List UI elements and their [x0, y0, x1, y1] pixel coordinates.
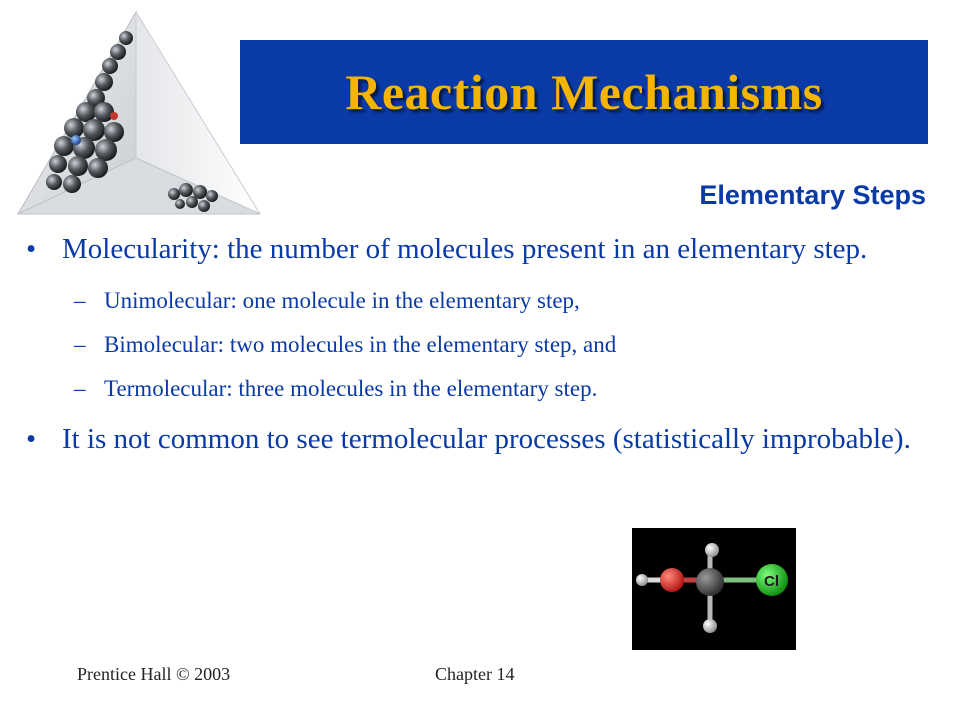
footer-copyright: Prentice Hall © 2003 [77, 664, 231, 684]
sub-bullet-text: Bimolecular: two molecules in the elementary step, and [104, 331, 617, 357]
bullet-item [26, 422, 926, 457]
sub-bullet-item [74, 287, 926, 315]
hydrogen-atom [636, 574, 648, 586]
slide-subtitle: Elementary Steps [699, 180, 926, 210]
footer-chapter: Chapter 14 [435, 664, 515, 684]
hydrogen-atom [703, 619, 717, 633]
sub-bullet-item [74, 375, 926, 403]
molecule-image [632, 528, 796, 650]
pyramid-molecule-graphic [14, 8, 264, 220]
slide-content [26, 232, 926, 458]
molecule-diagram [632, 528, 796, 650]
sub-bullet-text: Termolecular: three molecules in the elementary step. [104, 375, 598, 401]
title-bar [240, 40, 928, 144]
carbon-atom [696, 568, 724, 596]
sub-bullet-item [74, 331, 926, 359]
bullet-marker: • [26, 233, 37, 265]
sub-bullet-marker: – [74, 331, 86, 357]
sub-bullet-marker: – [74, 375, 86, 401]
slide-title: Reaction Mechanisms [345, 64, 823, 120]
bullet-item [26, 232, 926, 267]
sub-bullet-text: Unimolecular: one molecule in the elementary step, [104, 288, 580, 314]
chlorine-label: Cl [764, 573, 779, 590]
hydrogen-atom [705, 543, 719, 557]
oxygen-atom [660, 568, 684, 592]
bullet-text: Molecularity: the number of molecules present in an elementary step. [62, 233, 868, 265]
sub-bullet-marker: – [74, 288, 86, 314]
bullet-text: It is not common to see termolecular processes (statistically improbable). [62, 423, 911, 456]
bullet-marker: • [26, 423, 37, 456]
